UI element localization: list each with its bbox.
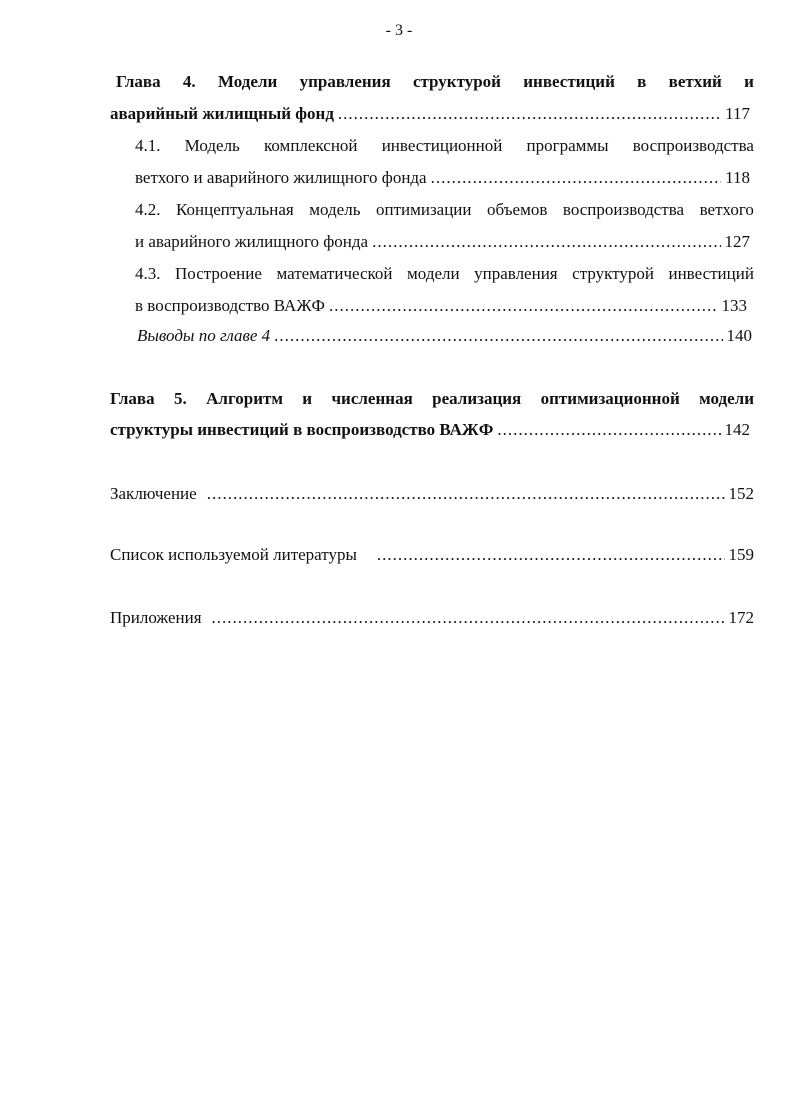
section-4-2-line1 [135, 200, 754, 220]
toc-word: ветхий [668, 72, 722, 91]
section-4-3-line1 [135, 264, 754, 284]
toc-word: и [302, 389, 313, 408]
toc-page-number: 118 [725, 168, 750, 187]
toc-leader-dots [212, 608, 725, 628]
toc-word: 5. [174, 389, 187, 408]
toc-page-number: 142 [724, 420, 750, 439]
chapter5-title-line1 [110, 389, 754, 409]
toc-word: численная [331, 389, 413, 408]
toc-literature [110, 545, 754, 565]
toc-word: реализация [432, 389, 522, 408]
chapter4-conclusions [137, 326, 752, 346]
toc-word: оптимизационной [540, 389, 680, 408]
toc-entry-text: Приложения [110, 608, 202, 627]
toc-word: модели [407, 264, 460, 283]
chapter4-title-line1 [116, 72, 754, 92]
toc-conclusion [110, 484, 754, 504]
toc-leader-dots [372, 232, 720, 252]
chapter5-title-line2 [110, 420, 750, 440]
toc-word: 4.1. [135, 136, 161, 155]
toc-word: комплексной [263, 136, 358, 155]
toc-word: инвестиций [668, 264, 754, 283]
toc-page-number: 133 [721, 296, 747, 315]
toc-word: Глава [110, 389, 155, 408]
toc-word: Глава [116, 72, 161, 91]
toc-page-number: 152 [728, 484, 754, 503]
toc-word: модели [699, 389, 754, 408]
toc-word: модель [309, 200, 361, 219]
toc-entry-text: ветхого и аварийного жилищного фонда [135, 168, 427, 187]
toc-word: 4. [182, 72, 196, 91]
toc-word: воспроизводства [562, 200, 685, 219]
toc-entry-text: Список используемой литературы [110, 545, 357, 564]
toc-word: в [637, 72, 647, 91]
toc-word: структурой [412, 72, 501, 91]
toc-leader-dots [431, 168, 722, 188]
toc-entry-text: аварийный жилищный фонд [110, 104, 334, 123]
toc-word: оптимизации [375, 200, 472, 219]
toc-word: программы [526, 136, 609, 155]
section-4-1-line2 [135, 168, 750, 188]
toc-leader-dots [338, 104, 721, 124]
toc-word: Алгоритм [206, 389, 283, 408]
toc-word: инвестиционной [381, 136, 503, 155]
toc-word: математической [276, 264, 393, 283]
toc-word: ветхого [699, 200, 754, 219]
toc-word: Модель [184, 136, 240, 155]
chapter4-title-line2 [110, 104, 750, 124]
toc-leader-dots [207, 484, 725, 504]
toc-leader-dots [377, 545, 725, 565]
toc-word: 4.2. [135, 200, 161, 219]
toc-word: Концептуальная [176, 200, 294, 219]
toc-word: 4.3. [135, 264, 161, 283]
toc-word: структурой [572, 264, 654, 283]
toc-entry-text: и аварийного жилищного фонда [135, 232, 369, 251]
toc-word: управления [474, 264, 558, 283]
toc-page-number: 172 [728, 608, 754, 627]
section-4-2-line2 [135, 232, 750, 252]
section-4-1-line1 [135, 136, 754, 156]
toc-appendices [110, 608, 754, 628]
toc-word: Модели [217, 72, 278, 91]
toc-word: управления [299, 72, 391, 91]
toc-entry-text: Выводы по главе 4 [137, 326, 271, 345]
toc-page-number: 127 [724, 232, 750, 251]
toc-entry-text: структуры инвестиций в воспроизводство ВАЖФ [110, 420, 494, 439]
page-number: - 3 - [385, 22, 413, 39]
toc-page-number: 159 [728, 545, 754, 564]
toc-leader-dots [274, 326, 722, 346]
toc-word: воспроизводства [632, 136, 754, 155]
toc-page-number: 117 [725, 104, 750, 123]
toc-word: Построение [175, 264, 262, 283]
toc-entry-text: Заключение [110, 484, 197, 503]
toc-word: объемов [487, 200, 548, 219]
toc-leader-dots [497, 420, 720, 440]
section-4-3-line2 [135, 296, 747, 316]
toc-page-number: 140 [726, 326, 752, 345]
toc-word: и [744, 72, 754, 91]
toc-entry-text: в воспроизводство ВАЖФ [135, 296, 325, 315]
toc-word: инвестиций [523, 72, 615, 91]
toc-leader-dots [329, 296, 718, 316]
